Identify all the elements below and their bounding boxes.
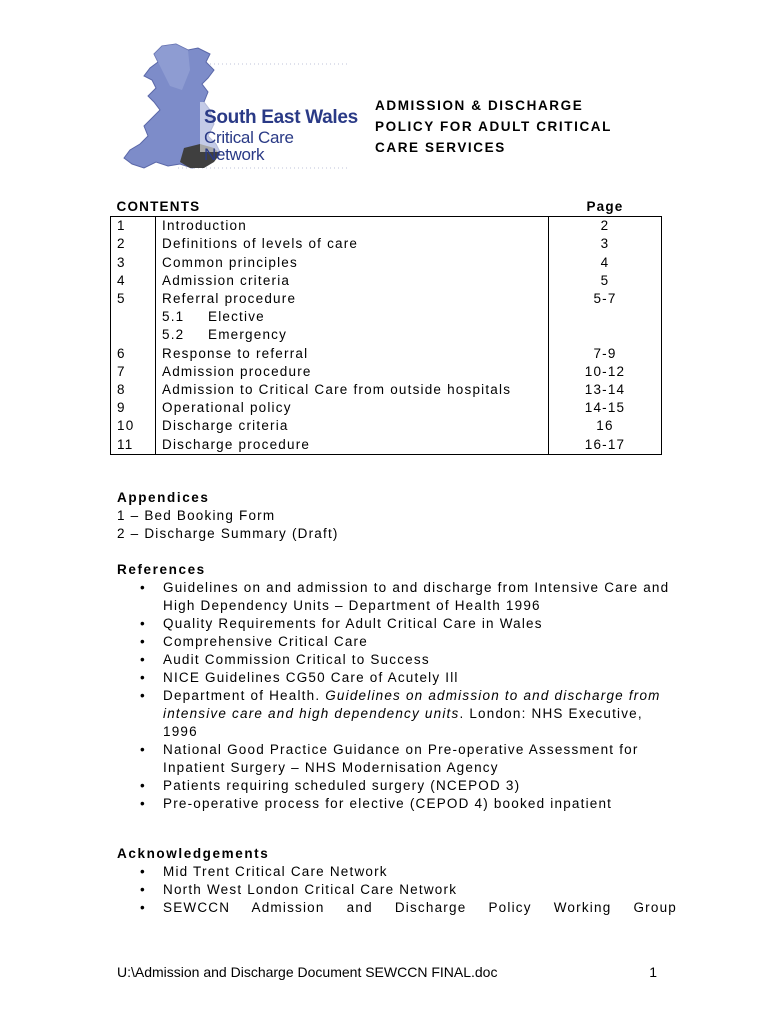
appendix-item: 2 – Discharge Summary (Draft) xyxy=(117,526,339,541)
references-heading: References xyxy=(117,562,206,577)
row-title: Admission criteria xyxy=(156,272,549,290)
contents-table xyxy=(110,198,662,455)
table-row xyxy=(111,399,662,417)
row-page: 16 xyxy=(549,417,662,435)
row-page: 5 xyxy=(549,272,662,290)
row-title: Discharge procedure xyxy=(156,436,549,455)
ref-prefix: Department of Health. xyxy=(163,688,326,703)
table-row xyxy=(111,363,662,381)
acknowledgements-list xyxy=(117,863,677,917)
logo-line-1: South East Wales xyxy=(204,107,358,128)
row-title: Admission to Critical Care from outside hospitals xyxy=(156,381,549,399)
list-item: • Quality Requirements for Adult Critical Care in Wales xyxy=(117,615,677,633)
network-logo xyxy=(118,40,358,188)
row-page: 14-15 xyxy=(549,399,662,417)
table-row xyxy=(111,235,662,253)
list-item: • Pre-operative process for elective (CEPOD 4) booked inpatient xyxy=(117,795,677,813)
page-footer xyxy=(117,964,657,980)
contents-header-row xyxy=(111,198,662,217)
row-page: 2 xyxy=(549,217,662,236)
references-section xyxy=(117,561,677,813)
title-line-1: ADMISSION & DISCHARGE xyxy=(375,98,584,113)
row-page: 13-14 xyxy=(549,381,662,399)
sub-item-number: 5.2 xyxy=(162,327,185,343)
row-number: 4 xyxy=(111,272,156,290)
list-item: • SEWCCN Admission and Discharge Policy Working Group xyxy=(117,899,677,917)
sub-item-number: 5.1 xyxy=(162,309,185,325)
table-row xyxy=(111,217,662,236)
list-item: • Guidelines on and admission to and discharge from Intensive Care and High Dependency Units – Department of Health 1996 xyxy=(117,579,677,615)
list-item: • Comprehensive Critical Care xyxy=(117,633,677,651)
row-page: 4 xyxy=(549,254,662,272)
row-page: 7-9 xyxy=(549,345,662,363)
sub-item xyxy=(162,326,542,344)
row-page: 10-12 xyxy=(549,363,662,381)
row-number: 2 xyxy=(111,235,156,253)
logo-line-2: Critical Care Network xyxy=(204,128,294,164)
list-item: • NICE Guidelines CG50 Care of Acutely Ill xyxy=(117,669,677,687)
row-number: 5 xyxy=(111,290,156,345)
appendices-heading: Appendices xyxy=(117,490,210,505)
file-path: U:\Admission and Discharge Document SEWCCN FINAL.doc xyxy=(117,964,498,980)
table-row xyxy=(111,381,662,399)
table-row xyxy=(111,272,662,290)
row-title: Operational policy xyxy=(156,399,549,417)
row-title: Discharge criteria xyxy=(156,417,549,435)
row-title: Common principles xyxy=(156,254,549,272)
title-line-2: POLICY FOR ADULT CRITICAL xyxy=(375,119,612,134)
sub-item-text: Elective xyxy=(208,309,265,325)
row-title-text: Referral procedure xyxy=(162,291,297,307)
row-number: 8 xyxy=(111,381,156,399)
sub-item-text: Emergency xyxy=(208,327,288,343)
appendices-section xyxy=(117,489,677,543)
row-number: 6 xyxy=(111,345,156,363)
list-item: • National Good Practice Guidance on Pre-operative Assessment for Inpatient Surgery – NHS Modernisation Agency xyxy=(117,741,677,777)
row-number: 9 xyxy=(111,399,156,417)
table-row xyxy=(111,254,662,272)
table-row xyxy=(111,345,662,363)
page-heading: Page xyxy=(549,198,662,217)
page-number: 1 xyxy=(649,964,657,980)
table-row xyxy=(111,436,662,455)
row-number: 1 xyxy=(111,217,156,236)
row-number: 3 xyxy=(111,254,156,272)
row-page: 5-7 xyxy=(549,290,662,345)
row-number: 11 xyxy=(111,436,156,455)
table-row xyxy=(111,290,662,345)
logo-wordmark xyxy=(204,108,358,163)
row-number: 10 xyxy=(111,417,156,435)
row-page: 16-17 xyxy=(549,436,662,455)
row-title: Introduction xyxy=(156,217,549,236)
ref-italic-title: Guidelines on admission to and discharge from intensive care and high dependency units xyxy=(163,688,661,721)
list-item xyxy=(117,687,677,741)
contents-heading: CONTENTS xyxy=(111,198,549,217)
acknowledgements-section xyxy=(117,845,677,917)
list-item: • Mid Trent Critical Care Network xyxy=(117,863,677,881)
row-title: Admission procedure xyxy=(156,363,549,381)
table-row xyxy=(111,417,662,435)
list-item: • Patients requiring scheduled surgery (NCEPOD 3) xyxy=(117,777,677,795)
appendix-item: 1 – Bed Booking Form xyxy=(117,508,276,523)
document-title xyxy=(375,95,665,158)
title-line-3: CARE SERVICES xyxy=(375,140,506,155)
row-title xyxy=(156,290,549,345)
sub-item xyxy=(162,308,542,326)
list-item: • Audit Commission Critical to Success xyxy=(117,651,677,669)
acknowledgements-heading: Acknowledgements xyxy=(117,846,270,861)
row-number: 7 xyxy=(111,363,156,381)
references-list xyxy=(117,579,677,813)
ref-suffix: . London: NHS Executive, 1996 xyxy=(163,706,643,739)
row-title: Definitions of levels of care xyxy=(156,235,549,253)
row-title: Response to referral xyxy=(156,345,549,363)
row-page: 3 xyxy=(549,235,662,253)
list-item: • North West London Critical Care Network xyxy=(117,881,677,899)
